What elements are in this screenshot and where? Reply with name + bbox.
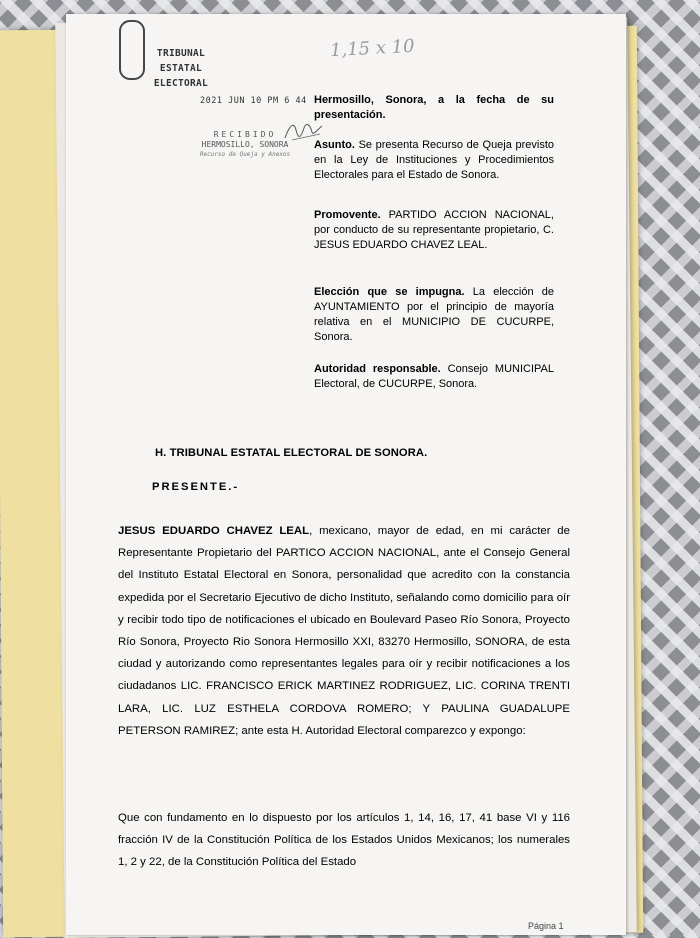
page-number: Página 1 (528, 921, 564, 931)
field-label: Promovente. (314, 209, 381, 221)
city-date-heading: Hermosillo, Sonora, a la fecha de su presentación. (314, 94, 554, 121)
field-label: Autoridad responsable. (314, 363, 441, 375)
tribunal-stamp (136, 46, 226, 91)
field-label: Elección que se impugna. (314, 286, 465, 298)
body-paragraph-2: Que con fundamento en lo dispuesto por los artículos 1, 14, 16, 17, 41 base VI y 116 fracción IV de la Constitución Política de los Estados Unidos Mexicanos; los numerales 1, 2 y 22, de la Constitución Política del Estado (118, 812, 570, 869)
stamp-institution-line2: ELECTORAL (153, 78, 209, 89)
received-datetime-stamp: 2021 JUN 10 PM 6 44 (200, 96, 307, 106)
field-eleccion (314, 285, 554, 345)
field-promovente (314, 208, 554, 253)
received-note: Recurso de Queja y Anexos (199, 151, 291, 158)
field-label: Asunto. (314, 139, 355, 151)
handwritten-number: 1,15 x 10 (329, 35, 416, 62)
field-autoridad (314, 362, 554, 392)
paragraph-1-text: , mexicano, mayor de edad, en mi carácter de Representante Propietario del PARTICO ACCION NACIONAL, ante el Consejo General del Instituto Estatal Electoral en Sonora, personalidad que acredito con la constancia expedida por el Secretario Ejecutivo de dicho Instituto, señalando como domicilio para oír y recibir todo tipo de notificaciones el ubicado en Boulevard Paseo Río Sonora, Proyecto Río Sonora, Proyecto Rio Sonora Hermosillo XXI, 83270 Hermosillo, SONORA, de esta ciudad y autorizando como representantes legales para oír y recibir notificaciones a los ciudadanos LIC. FRANCISCO ERICK MARTINEZ RODRIGUEZ, LIC. CORINA TRENTI LARA, LIC. LUZ ESTHELA CORDOVA ROMERO; Y PAULINA GUADALUPE PETERSON RAMIREZ; ante esta H. Autoridad Electoral comparezco y expongo: (118, 525, 570, 737)
received-line2: HERMOSILLO, SONORA (201, 140, 289, 149)
body-paragraph-1 (118, 520, 570, 742)
paper-clip-icon (119, 20, 145, 80)
field-asunto (314, 138, 554, 183)
field-text: La elección de AYUNTAMIENTO por el principio de mayoría relativa en el MUNICIPIO DE CUCURPE, Sonora. (314, 286, 555, 343)
field-text: Consejo MUNICIPAL Electoral, de CUCURPE, Sonora. (314, 363, 554, 390)
addressee: H. TRIBUNAL ESTATAL ELECTORAL DE SONORA. (155, 447, 428, 459)
field-text: PARTIDO ACCION NACIONAL, por conducto de su representante propietario, C. JESUS EDUARDO CHAVEZ LEAL. (314, 209, 554, 251)
stamp-institution-line1: TRIBUNAL ESTATAL (156, 48, 206, 74)
received-line1: RECIBIDO (213, 130, 277, 139)
promovente-name: JESUS EDUARDO CHAVEZ LEAL (118, 525, 310, 537)
field-text: Se presenta Recurso de Queja previsto en la Ley de Instituciones y Procedimientos Electorales para el Estado de Sonora. (314, 139, 554, 181)
presente-greeting: PRESENTE.- (152, 481, 240, 493)
